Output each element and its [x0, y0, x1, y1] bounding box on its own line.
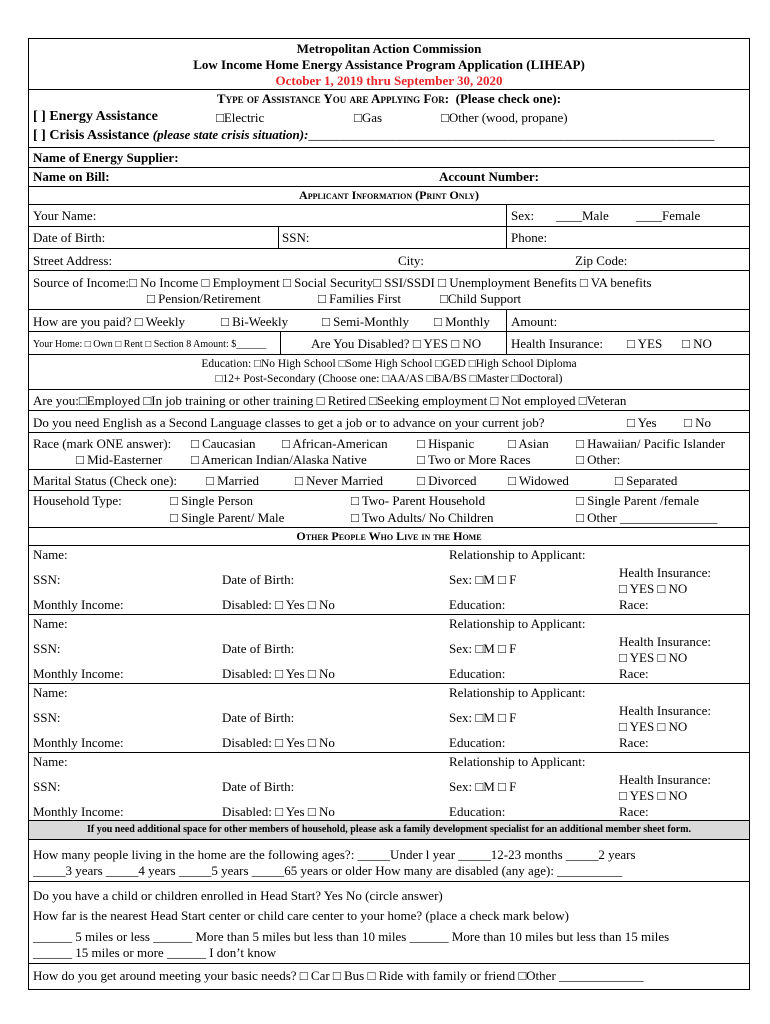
divider [29, 432, 749, 433]
head-start-distance-question: How far is the nearest Head Start center or child care center to your home? (place a check mark below) [33, 908, 569, 923]
divider [29, 204, 749, 205]
race-hawaiian-checkbox[interactable]: □ Hawaiian/ Pacific Islander [576, 436, 725, 451]
member-education-field[interactable]: Education: [449, 735, 506, 750]
member-income-field[interactable]: Monthly Income: [33, 597, 124, 612]
esl-no-checkbox[interactable]: □ No [684, 415, 711, 430]
other-people-heading: Other People Who Live in the Home [296, 529, 482, 543]
divider [29, 410, 749, 411]
divider [29, 527, 749, 528]
divider [29, 147, 749, 148]
member-health-options[interactable]: □ YES □ NO [619, 719, 688, 734]
paid-weekly-checkbox[interactable]: How are you paid? □ Weekly [33, 314, 186, 329]
member-education-field[interactable]: Education: [449, 597, 506, 612]
divider [29, 248, 749, 249]
additional-space-note: If you need additional space for other members of household, please ask a family development specialist for an additional member sheet form. [87, 824, 691, 835]
marital-married-checkbox[interactable]: □ Married [206, 473, 259, 488]
race-mid-easterner-checkbox[interactable]: □ Mid-Easterner [76, 452, 163, 467]
sex-male-option[interactable]: ____Male [556, 208, 609, 223]
member-race-field[interactable]: Race: [619, 597, 649, 612]
paid-monthly-checkbox[interactable]: □ Monthly [434, 314, 490, 329]
crisis-assistance-line[interactable]: [ ] Crisis Assistance (please state crisis situation):__________________________________________________________ [33, 127, 715, 143]
divider [29, 469, 749, 470]
distance-options-line2[interactable]: ______ 15 miles or more ______ I don’t know [33, 945, 277, 960]
member-sex-options[interactable]: Sex: □M □ F [449, 710, 517, 725]
liheap-application-form [28, 38, 750, 990]
program-title: Low Income Home Energy Assistance Program Application (LIHEAP) [193, 57, 585, 72]
esl-yes-checkbox[interactable]: □ Yes [627, 415, 657, 430]
disabled-options[interactable]: Are You Disabled? □ YES □ NO [311, 336, 482, 351]
education-options-1[interactable]: Education: □No High School □Some High School □GED □High School Diploma [201, 358, 577, 370]
paid-biweekly-checkbox[interactable]: □ Bi-Weekly [221, 314, 289, 329]
divider [29, 752, 749, 753]
divider [29, 186, 749, 187]
assistance-type-heading: Type of Assistance You are Applying For: (Please check one): [216, 91, 562, 106]
member-health-options[interactable]: □ YES □ NO [619, 650, 688, 665]
distance-options-line1[interactable]: ______ 5 miles or less ______ More than 5 miles but less than 10 miles ______ More than 10 miles but less than 15 miles [33, 929, 670, 944]
member-sex-options[interactable]: Sex: □M □ F [449, 641, 517, 656]
program-period: October 1, 2019 thru September 30, 2020 [275, 73, 503, 88]
divider [29, 389, 749, 390]
divider [506, 204, 507, 226]
member-education-field[interactable]: Education: [449, 804, 506, 819]
member-relationship-field[interactable]: Relationship to Applicant: [449, 616, 586, 631]
race-african-american-checkbox[interactable]: □ African-American [282, 436, 388, 451]
divider [29, 881, 749, 882]
member-name-field[interactable]: Name: [33, 616, 68, 631]
paid-semimonthly-checkbox[interactable]: □ Semi-Monthly [322, 314, 409, 329]
member-dob-field[interactable]: Date of Birth: [222, 710, 295, 725]
member-dob-field[interactable]: Date of Birth: [222, 641, 295, 656]
household-single-person-checkbox[interactable]: □ Single Person [170, 493, 253, 508]
member-race-field[interactable]: Race: [619, 666, 649, 681]
sex-female-option[interactable]: ____Female [636, 208, 701, 223]
divider [29, 614, 749, 615]
street-address-field[interactable]: Street Address: [33, 253, 113, 268]
divider [29, 820, 749, 821]
member-ssn-field[interactable]: SSN: [33, 641, 61, 656]
name-on-bill-label[interactable]: Name on Bill: [33, 169, 110, 184]
race-label: Race (mark ONE answer): [33, 436, 172, 451]
dob-field[interactable]: Date of Birth: [33, 230, 106, 245]
member-sex-options[interactable]: Sex: □M □ F [449, 572, 517, 587]
esl-question: Do you need English as a Second Language classes to get a job or to advance on your current job? [33, 415, 545, 430]
member-name-field[interactable]: Name: [33, 754, 68, 769]
divider [29, 683, 749, 684]
household-type-label: Household Type: [33, 493, 122, 508]
member-education-field[interactable]: Education: [449, 666, 506, 681]
member-name-field[interactable]: Name: [33, 685, 68, 700]
member-dob-field[interactable]: Date of Birth: [222, 779, 295, 794]
member-dob-field[interactable]: Date of Birth: [222, 572, 295, 587]
race-hispanic-checkbox[interactable]: □ Hispanic [417, 436, 475, 451]
divider [506, 331, 507, 354]
marital-status-label: Marital Status (Check one): [33, 473, 178, 488]
race-asian-checkbox[interactable]: □ Asian [508, 436, 549, 451]
household-two-parent-checkbox[interactable]: □ Two- Parent Household [351, 493, 486, 508]
divider [29, 331, 749, 332]
amount-field[interactable]: Amount: [511, 314, 558, 329]
other-fuel-checkbox[interactable]: □Other (wood, propane) [441, 110, 568, 125]
member-health-options[interactable]: □ YES □ NO [619, 788, 688, 803]
health-yes-checkbox[interactable]: □ YES [627, 336, 663, 351]
divider [29, 354, 749, 355]
education-options-2[interactable]: □12+ Post-Secondary (Choose one: □AA/AS □BA/BS □Master □Doctoral) [215, 373, 563, 385]
race-other-checkbox[interactable]: □ Other: [576, 452, 621, 467]
marital-widowed-checkbox[interactable]: □ Widowed [508, 473, 569, 488]
household-single-male-checkbox[interactable]: □ Single Parent/ Male [170, 510, 285, 525]
member-health-label: Health Insurance: [619, 703, 712, 718]
applicant-info-heading: Applicant Information (Print Only) [299, 188, 479, 202]
sex-label: Sex: [511, 208, 535, 223]
divider [29, 963, 749, 964]
race-two-or-more-checkbox[interactable]: □ Two or More Races [417, 452, 531, 467]
health-no-checkbox[interactable]: □ NO [682, 336, 712, 351]
race-american-indian-checkbox[interactable]: □ American Indian/Alaska Native [191, 452, 367, 467]
member-race-field[interactable]: Race: [619, 735, 649, 750]
divider [278, 226, 279, 248]
divider [29, 309, 749, 310]
zip-code-field[interactable]: Zip Code: [575, 253, 628, 268]
divider [506, 309, 507, 331]
household-two-adults-checkbox[interactable]: □ Two Adults/ No Children [351, 510, 494, 525]
member-health-options[interactable]: □ YES □ NO [619, 581, 688, 596]
member-disabled-options[interactable]: Disabled: □ Yes □ No [222, 666, 335, 681]
child-support-checkbox[interactable]: □Child Support [440, 291, 522, 306]
divider [280, 331, 281, 354]
member-name-field[interactable]: Name: [33, 547, 68, 562]
member-disabled-options[interactable]: Disabled: □ Yes □ No [222, 597, 335, 612]
household-single-female-checkbox[interactable]: □ Single Parent /female [576, 493, 700, 508]
account-number-label[interactable]: Account Number: [439, 169, 540, 184]
divider [29, 490, 749, 491]
member-disabled-options[interactable]: Disabled: □ Yes □ No [222, 735, 335, 750]
ages-question-line2[interactable]: _____3 years _____4 years _____5 years _____65 years or older How many are disabled (any age): __________ [33, 863, 623, 878]
member-ssn-field[interactable]: SSN: [33, 710, 61, 725]
member-relationship-field[interactable]: Relationship to Applicant: [449, 547, 586, 562]
income-source-options[interactable]: Source of Income:□ No Income □ Employment □ Social Security□ SSI/SSDI □ Unemployment Benefits □ VA benefits [33, 275, 652, 290]
divider [29, 270, 749, 271]
divider [29, 839, 749, 840]
ssn-field[interactable]: SSN: [282, 230, 310, 245]
member-ssn-field[interactable]: SSN: [33, 572, 61, 587]
marital-separated-checkbox[interactable]: □ Separated [615, 473, 678, 488]
member-sex-options[interactable]: Sex: □M □ F [449, 779, 517, 794]
marital-divorced-checkbox[interactable]: □ Divorced [417, 473, 477, 488]
race-caucasian-checkbox[interactable]: □ Caucasian [191, 436, 256, 451]
transportation-options[interactable]: How do you get around meeting your basic needs? □ Car □ Bus □ Ride with family or friend □Other _____________ [33, 968, 644, 983]
member-ssn-field[interactable]: SSN: [33, 779, 61, 794]
divider [29, 226, 749, 227]
head-start-enrolled-question[interactable]: Do you have a child or children enrolled in Head Start? Yes No (circle answer) [33, 888, 443, 903]
families-first-checkbox[interactable]: □ Families First [318, 291, 401, 306]
org-name: Metropolitan Action Commission [296, 41, 482, 56]
health-insurance-label: Health Insurance: [511, 336, 604, 351]
energy-assistance-checkbox[interactable]: [ ] Energy Assistance [33, 109, 158, 124]
member-disabled-options[interactable]: Disabled: □ Yes □ No [222, 804, 335, 819]
member-income-field[interactable]: Monthly Income: [33, 666, 124, 681]
phone-field[interactable]: Phone: [511, 230, 548, 245]
divider [29, 167, 749, 168]
member-relationship-field[interactable]: Relationship to Applicant: [449, 754, 586, 769]
gas-checkbox[interactable]: □Gas [354, 110, 383, 125]
home-ownership-options[interactable]: Your Home: □ Own □ Rent □ Section 8 Amount: $______ [33, 339, 267, 350]
marital-never-married-checkbox[interactable]: □ Never Married [295, 473, 383, 488]
member-health-label: Health Insurance: [619, 565, 712, 580]
divider [506, 226, 507, 248]
household-other-checkbox[interactable]: □ Other _______________ [576, 510, 718, 525]
divider [29, 89, 749, 90]
electric-checkbox[interactable]: □Electric [216, 110, 265, 125]
ages-question-line1[interactable]: How many people living in the home are the following ages?: _____Under l year _____12-23 months _____2 years [33, 847, 636, 862]
member-relationship-field[interactable]: Relationship to Applicant: [449, 685, 586, 700]
member-health-label: Health Insurance: [619, 634, 712, 649]
energy-supplier-label[interactable]: Name of Energy Supplier: [33, 150, 179, 165]
your-name-field[interactable]: Your Name: [33, 208, 97, 223]
member-income-field[interactable]: Monthly Income: [33, 735, 124, 750]
member-income-field[interactable]: Monthly Income: [33, 804, 124, 819]
member-health-label: Health Insurance: [619, 772, 712, 787]
employment-status-options[interactable]: Are you:□Employed □In job training or other training □ Retired □Seeking employment □ Not employed □Veteran [33, 393, 627, 408]
member-race-field[interactable]: Race: [619, 804, 649, 819]
pension-checkbox[interactable]: □ Pension/Retirement [147, 291, 261, 306]
city-field[interactable]: City: [398, 253, 425, 268]
divider [29, 545, 749, 546]
